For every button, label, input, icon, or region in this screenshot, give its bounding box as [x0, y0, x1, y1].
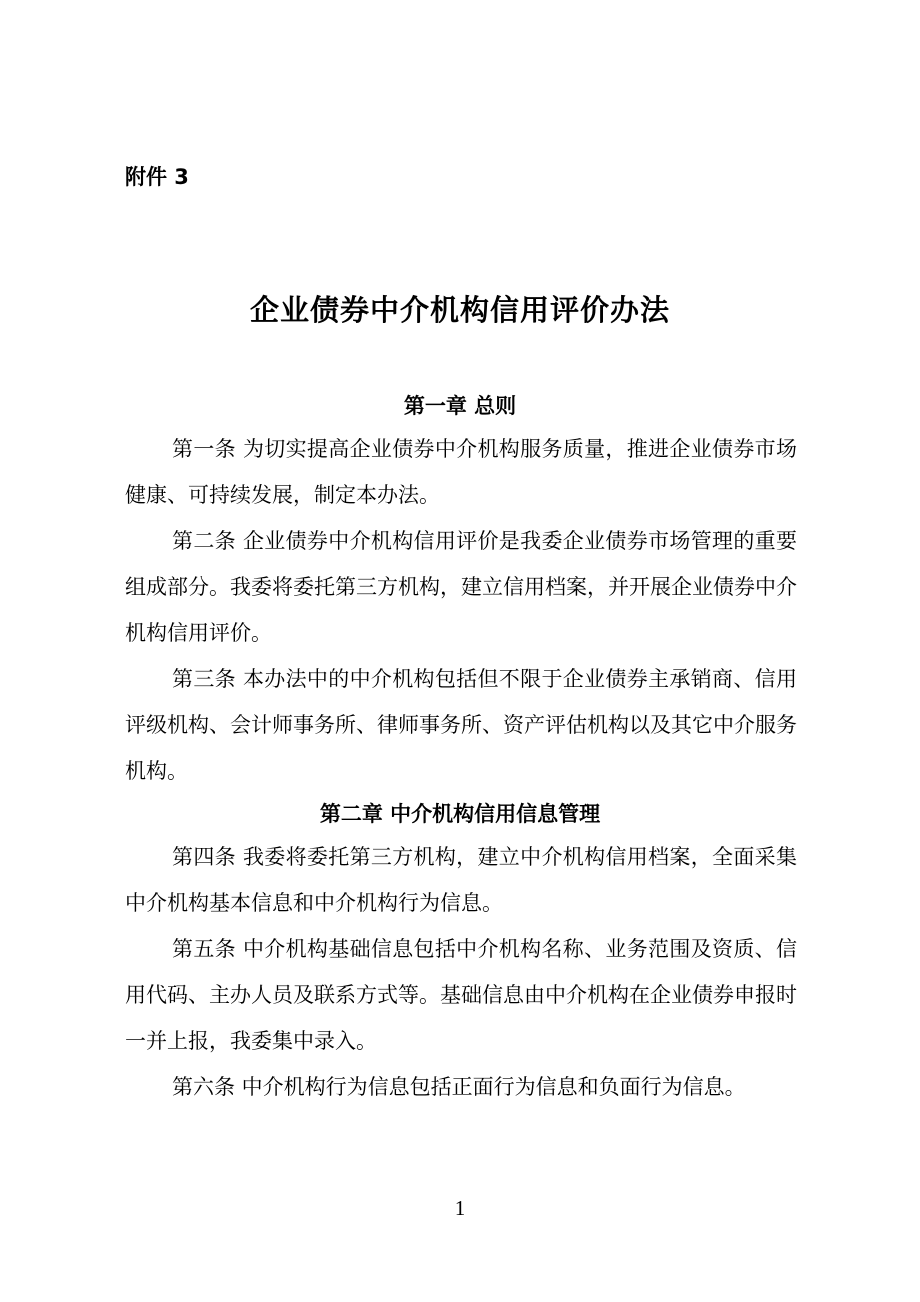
- article-paragraph: 第四条 我委将委托第三方机构，建立中介机构信用档案，全面采集中介机构基本信息和中介机构行为信息。: [125, 845, 797, 915]
- attachment-label: 附件 3: [125, 165, 189, 189]
- chapter-heading: 第一章 总则: [403, 394, 517, 418]
- chapter-heading: 第二章 中介机构信用信息管理: [319, 802, 601, 826]
- article-paragraph: 第一条 为切实提高企业债券中介机构服务质量，推进企业债券市场健康、可持续发展，制定本办法。: [125, 437, 797, 507]
- page-number: 1: [454, 1196, 466, 1220]
- article-paragraph: 第六条 中介机构行为信息包括正面行为信息和负面行为信息。: [172, 1075, 746, 1099]
- article-paragraph: 第三条 本办法中的中介机构包括但不限于企业债券主承销商、信用评级机构、会计师事务所、律师事务所、资产评估机构以及其它中介服务机构。: [125, 667, 797, 783]
- article-paragraph: 第五条 中介机构基础信息包括中介机构名称、业务范围及资质、信用代码、主办人员及联系方式等。基础信息由中介机构在企业债券申报时一并上报，我委集中录入。: [125, 937, 797, 1053]
- document-title: 企业债券中介机构信用评价办法: [249, 293, 670, 327]
- article-paragraph: 第二条 企业债券中介机构信用评价是我委企业债券市场管理的重要组成部分。我委将委托第三方机构，建立信用档案，并开展企业债券中介机构信用评价。: [125, 529, 797, 645]
